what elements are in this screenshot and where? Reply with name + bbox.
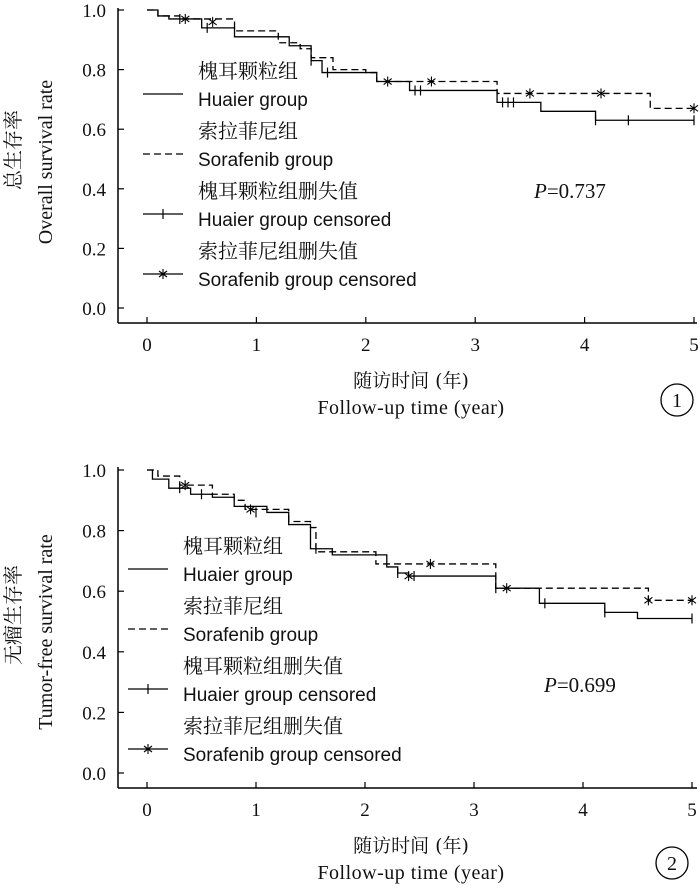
p-number: =0.737 — [546, 179, 606, 203]
y-tick-label: 0.0 — [82, 299, 106, 320]
y-axis-label-en: Tumor-free survival rate — [35, 534, 57, 730]
y-tick-label: 0.6 — [82, 120, 106, 142]
legend-label-zh: 槐耳颗粒组删失值 — [183, 654, 343, 678]
x-axis-label-zh: 随访时间 (年) — [353, 835, 469, 857]
legend-1 — [143, 59, 417, 291]
legend-label-en: Sorafenib group censored — [183, 745, 402, 766]
legend-label-zh: 槐耳颗粒组 — [183, 534, 283, 558]
x-tick-label: 1 — [251, 800, 261, 821]
x-axis-label-en: Follow-up time (year) — [317, 862, 505, 884]
y-tick-label: 0.6 — [82, 582, 106, 604]
x-tick-label: 2 — [361, 335, 371, 356]
p-value — [533, 179, 606, 203]
p-label: P — [544, 673, 557, 697]
y-tick-label: 0.8 — [82, 521, 106, 543]
y-tick-label: 0.2 — [82, 703, 106, 725]
legend-label-en: Huaier group censored — [183, 685, 377, 706]
x-tick-label: 0 — [142, 335, 152, 356]
x-tick-label: 5 — [687, 800, 697, 821]
y-axis-label-en: Overall survival rate — [35, 79, 57, 245]
y-axis-label-zh: 总生存率 — [1, 110, 25, 190]
y-tick-label: 0.0 — [82, 764, 106, 785]
panel-number: 2 — [667, 853, 677, 875]
legend-label-zh: 索拉菲尼组 — [198, 119, 298, 143]
legend-label-en: Sorafenib group — [183, 625, 319, 646]
x-tick-label: 5 — [689, 335, 699, 356]
y-tick-label: 1.0 — [82, 1, 106, 22]
y-tick-label: 0.8 — [82, 60, 106, 82]
y-tick-label: 0.4 — [82, 642, 106, 664]
legend-label-zh: 槐耳颗粒组 — [198, 59, 298, 83]
legend-label-zh: 槐耳颗粒组删失值 — [198, 179, 358, 203]
legend-label-en: Huaier group — [183, 565, 293, 586]
legend-label-en: Sorafenib group — [198, 150, 334, 171]
x-tick-label: 3 — [470, 335, 480, 356]
x-tick-label: 4 — [579, 335, 590, 356]
sorafenib-censored-mark — [644, 595, 652, 605]
tumor-free-survival-chart — [1, 461, 697, 884]
y-tick-label: 0.2 — [82, 239, 106, 261]
x-tick-label: 1 — [251, 335, 262, 356]
p-value — [543, 673, 616, 697]
overall-survival-chart — [1, 1, 699, 419]
p-label: P — [534, 179, 547, 203]
y-axis-label-zh: 无瘤生存率 — [1, 565, 25, 665]
legend-label-zh: 索拉菲尼组删失值 — [183, 714, 343, 738]
y-tick-label: 1.0 — [82, 461, 106, 482]
panel-number: 1 — [672, 390, 682, 412]
p-number: =0.699 — [556, 673, 616, 697]
x-tick-label: 0 — [142, 800, 152, 821]
x-tick-label: 3 — [469, 800, 479, 821]
x-tick-label: 4 — [578, 800, 588, 821]
x-axis-label-en: Follow-up time (year) — [317, 397, 505, 419]
y-tick-label: 0.4 — [82, 179, 106, 201]
legend-label-zh: 索拉菲尼组删失值 — [198, 239, 358, 263]
x-axis-label-zh: 随访时间 (年) — [353, 370, 469, 392]
legend-2 — [128, 534, 402, 766]
legend-label-en: Sorafenib group censored — [198, 270, 417, 291]
legend-label-en: Huaier group censored — [198, 210, 392, 231]
legend-label-en: Huaier group — [198, 90, 308, 111]
legend-label-zh: 索拉菲尼组 — [183, 594, 283, 618]
x-tick-label: 2 — [360, 800, 370, 821]
